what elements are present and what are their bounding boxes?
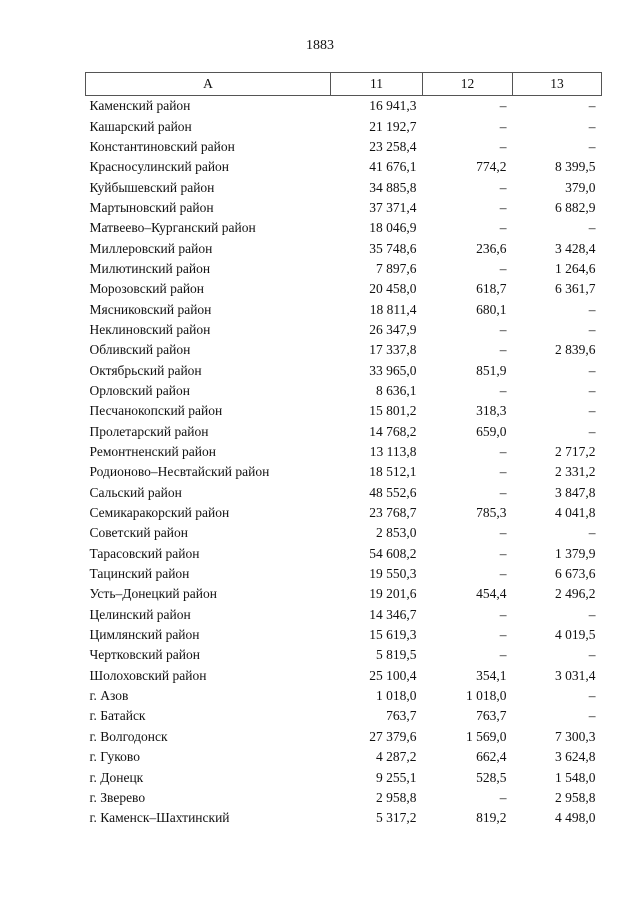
table-row [86, 503, 602, 523]
row-name: Цимлянский район [89, 627, 200, 643]
row-col-11: 16 941,3 [369, 98, 417, 114]
row-col-12: – [499, 484, 507, 500]
table-row [86, 177, 602, 197]
table-row [86, 483, 602, 503]
row-col-11: 23 258,4 [369, 138, 417, 154]
row-name: Целинский район [89, 606, 191, 622]
row-col-13: – [588, 525, 596, 541]
row-col-13: – [588, 98, 596, 114]
table-row [86, 706, 602, 726]
row-col-13: 4 498,0 [555, 810, 596, 826]
row-col-13: 1 379,9 [555, 545, 596, 561]
row-col-12: 318,3 [476, 403, 507, 419]
row-col-13: 6 882,9 [555, 199, 596, 215]
row-name: Неклиновский район [89, 321, 211, 337]
row-col-11: 19 550,3 [369, 566, 417, 582]
table-row [86, 605, 602, 625]
row-col-12: – [499, 464, 507, 480]
table-row [86, 422, 602, 442]
row-name: Милютинский район [89, 260, 211, 276]
row-name: Тацинский район [89, 566, 190, 582]
table-row [86, 544, 602, 564]
row-name: г. Каменск–Шахтинский [89, 810, 230, 826]
budget-table [85, 72, 602, 828]
table-row [86, 299, 602, 319]
header-col-12: 12 [423, 73, 513, 96]
table-row [86, 198, 602, 218]
row-name: Матвеево–Курганский район [89, 220, 256, 236]
row-col-12: – [499, 118, 507, 134]
row-name: Сальский район [89, 484, 182, 500]
row-col-11: 8 636,1 [376, 382, 417, 398]
row-col-12: – [499, 627, 507, 643]
row-col-12: 662,4 [476, 749, 507, 765]
row-name: Миллеровский район [89, 240, 213, 256]
table-row [86, 564, 602, 584]
row-col-13: – [588, 321, 596, 337]
table-row [86, 686, 602, 706]
table-row [86, 279, 602, 299]
row-col-11: 13 113,8 [369, 444, 417, 460]
row-name: Константиновский район [89, 138, 235, 154]
row-name: Куйбышевский район [89, 179, 215, 195]
row-col-12: – [499, 321, 507, 337]
table-row [86, 360, 602, 380]
row-col-11: 23 768,7 [369, 505, 417, 521]
row-name: Усть–Донецкий район [89, 586, 217, 602]
row-col-13: 1 548,0 [555, 769, 596, 785]
row-col-11: 33 965,0 [369, 362, 417, 378]
row-col-13: – [588, 220, 596, 236]
table-row [86, 259, 602, 279]
row-name: г. Азов [89, 688, 129, 704]
row-col-11: 5 317,2 [376, 810, 417, 826]
row-col-11: 7 897,6 [376, 260, 417, 276]
row-col-12: 763,7 [476, 708, 507, 724]
table-row [86, 320, 602, 340]
row-name: Родионово–Несвтайский район [89, 464, 270, 480]
row-col-13: 6 361,7 [555, 281, 596, 297]
row-col-12: 1 569,0 [466, 728, 507, 744]
table-row [86, 218, 602, 238]
table-row [86, 584, 602, 604]
row-col-13: 3 624,8 [555, 749, 596, 765]
row-name: г. Волгодонск [89, 728, 168, 744]
row-col-12: – [499, 444, 507, 460]
row-col-11: 37 371,4 [369, 199, 417, 215]
row-col-13: 1 264,6 [555, 260, 596, 276]
row-col-12: – [499, 260, 507, 276]
row-col-11: 2 853,0 [376, 525, 417, 541]
row-col-12: – [499, 382, 507, 398]
row-col-12: – [499, 138, 507, 154]
row-col-13: 4 019,5 [555, 627, 596, 643]
row-name: Ремонтненский район [89, 444, 216, 460]
row-name: г. Батайск [89, 708, 146, 724]
table-header [86, 73, 602, 96]
row-col-13: – [588, 138, 596, 154]
row-col-11: 19 201,6 [369, 586, 417, 602]
row-col-13: – [588, 118, 596, 134]
header-col-a: А [86, 73, 331, 96]
row-col-11: 41 676,1 [369, 159, 417, 175]
table-row [86, 808, 602, 828]
row-name: Орловский район [89, 382, 190, 398]
table-row [86, 788, 602, 808]
row-col-11: 14 768,2 [369, 423, 417, 439]
row-col-11: 34 885,8 [369, 179, 417, 195]
row-col-13: – [588, 606, 596, 622]
row-col-12: 659,0 [476, 423, 507, 439]
table-row [86, 238, 602, 258]
row-col-13: 4 041,8 [555, 505, 596, 521]
row-name: Мясниковский район [89, 301, 212, 317]
row-col-13: 7 300,3 [555, 728, 596, 744]
row-col-13: 3 428,4 [555, 240, 596, 256]
row-col-12: – [499, 789, 507, 805]
row-col-11: 18 811,4 [369, 301, 417, 317]
row-col-12: – [499, 220, 507, 236]
row-col-13: 3 031,4 [555, 667, 596, 683]
row-col-11: 4 287,2 [376, 749, 417, 765]
row-name: г. Зверево [89, 789, 146, 805]
row-col-11: 18 046,9 [369, 220, 417, 236]
row-col-13: – [588, 708, 596, 724]
row-name: г. Гуково [89, 749, 140, 765]
row-col-12: 785,3 [476, 505, 507, 521]
row-col-13: 2 958,8 [555, 789, 596, 805]
row-col-12: – [499, 525, 507, 541]
row-col-13: – [588, 301, 596, 317]
row-name: Морозовский район [89, 281, 205, 297]
row-col-11: 763,7 [386, 708, 417, 724]
table-row [86, 340, 602, 360]
row-col-11: 54 608,2 [369, 545, 417, 561]
table-row [86, 666, 602, 686]
row-col-11: 35 748,6 [369, 240, 417, 256]
row-col-12: 1 018,0 [466, 688, 507, 704]
table-row [86, 137, 602, 157]
row-name: Пролетарский район [89, 423, 209, 439]
row-name: Шолоховский район [89, 667, 207, 683]
table-row [86, 442, 602, 462]
row-col-11: 21 192,7 [369, 118, 417, 134]
row-col-13: 2 331,2 [555, 464, 596, 480]
row-name: Тарасовский район [89, 545, 200, 561]
table-row [86, 401, 602, 421]
row-name: Красносулинский район [89, 159, 230, 175]
row-col-12: – [499, 98, 507, 114]
row-col-11: 17 337,8 [369, 342, 417, 358]
row-col-12: 851,9 [476, 362, 507, 378]
row-col-12: – [499, 647, 507, 663]
row-col-11: 27 379,6 [369, 728, 417, 744]
row-col-13: – [588, 382, 596, 398]
table-row [86, 645, 602, 665]
row-col-11: 2 958,8 [376, 789, 417, 805]
table-row [86, 157, 602, 177]
row-name: Семикаракорский район [89, 505, 230, 521]
page-number: 1883 [306, 38, 334, 53]
table-row [86, 727, 602, 747]
table-row [86, 747, 602, 767]
row-name: Песчанокопский район [89, 403, 223, 419]
table-row [86, 96, 602, 117]
row-col-13: 2 839,6 [555, 342, 596, 358]
row-col-13: – [588, 688, 596, 704]
row-col-11: 26 347,9 [369, 321, 417, 337]
row-col-11: 20 458,0 [369, 281, 417, 297]
row-name: Чертковский район [89, 647, 200, 663]
row-col-12: – [499, 342, 507, 358]
row-col-11: 18 512,1 [369, 464, 417, 480]
row-col-12: – [499, 199, 507, 215]
row-col-13: 3 847,8 [555, 484, 596, 500]
row-col-12: 819,2 [476, 810, 507, 826]
row-name: Обливский район [89, 342, 191, 358]
row-col-13: – [588, 423, 596, 439]
row-col-13: 2 496,2 [555, 586, 596, 602]
row-name: Октябрьский район [89, 362, 202, 378]
row-col-11: 15 619,3 [369, 627, 417, 643]
row-col-12: 528,5 [476, 769, 507, 785]
row-col-13: 8 399,5 [555, 159, 596, 175]
table-row [86, 462, 602, 482]
row-col-12: 680,1 [476, 301, 507, 317]
row-col-11: 48 552,6 [369, 484, 417, 500]
row-col-12: – [499, 545, 507, 561]
row-col-12: – [499, 179, 507, 195]
row-col-12: 618,7 [476, 281, 507, 297]
table-body [86, 96, 602, 829]
row-col-11: 5 819,5 [376, 647, 417, 663]
row-col-13: 6 673,6 [555, 566, 596, 582]
header-col-11: 11 [331, 73, 423, 96]
row-name: г. Донецк [89, 769, 144, 785]
row-col-11: 9 255,1 [376, 769, 417, 785]
table-row [86, 116, 602, 136]
table-row [86, 381, 602, 401]
table-row [86, 767, 602, 787]
row-name: Советский район [89, 525, 188, 541]
row-col-12: 454,4 [476, 586, 507, 602]
row-col-12: 774,2 [476, 159, 507, 175]
row-col-12: – [499, 606, 507, 622]
table-row [86, 523, 602, 543]
row-col-11: 15 801,2 [369, 403, 417, 419]
row-name: Каменский район [89, 98, 191, 114]
row-col-13: – [588, 403, 596, 419]
row-col-12: 236,6 [476, 240, 507, 256]
row-col-11: 14 346,7 [369, 606, 417, 622]
row-col-13: 2 717,2 [555, 444, 596, 460]
row-col-13: 379,0 [565, 179, 596, 195]
table-row [86, 625, 602, 645]
row-name: Мартыновский район [89, 199, 214, 215]
header-col-13: 13 [513, 73, 602, 96]
row-col-11: 25 100,4 [369, 667, 417, 683]
row-col-12: 354,1 [476, 667, 507, 683]
row-col-12: – [499, 566, 507, 582]
row-col-13: – [588, 362, 596, 378]
row-name: Кашарский район [89, 118, 192, 134]
row-col-11: 1 018,0 [376, 688, 417, 704]
row-col-13: – [588, 647, 596, 663]
